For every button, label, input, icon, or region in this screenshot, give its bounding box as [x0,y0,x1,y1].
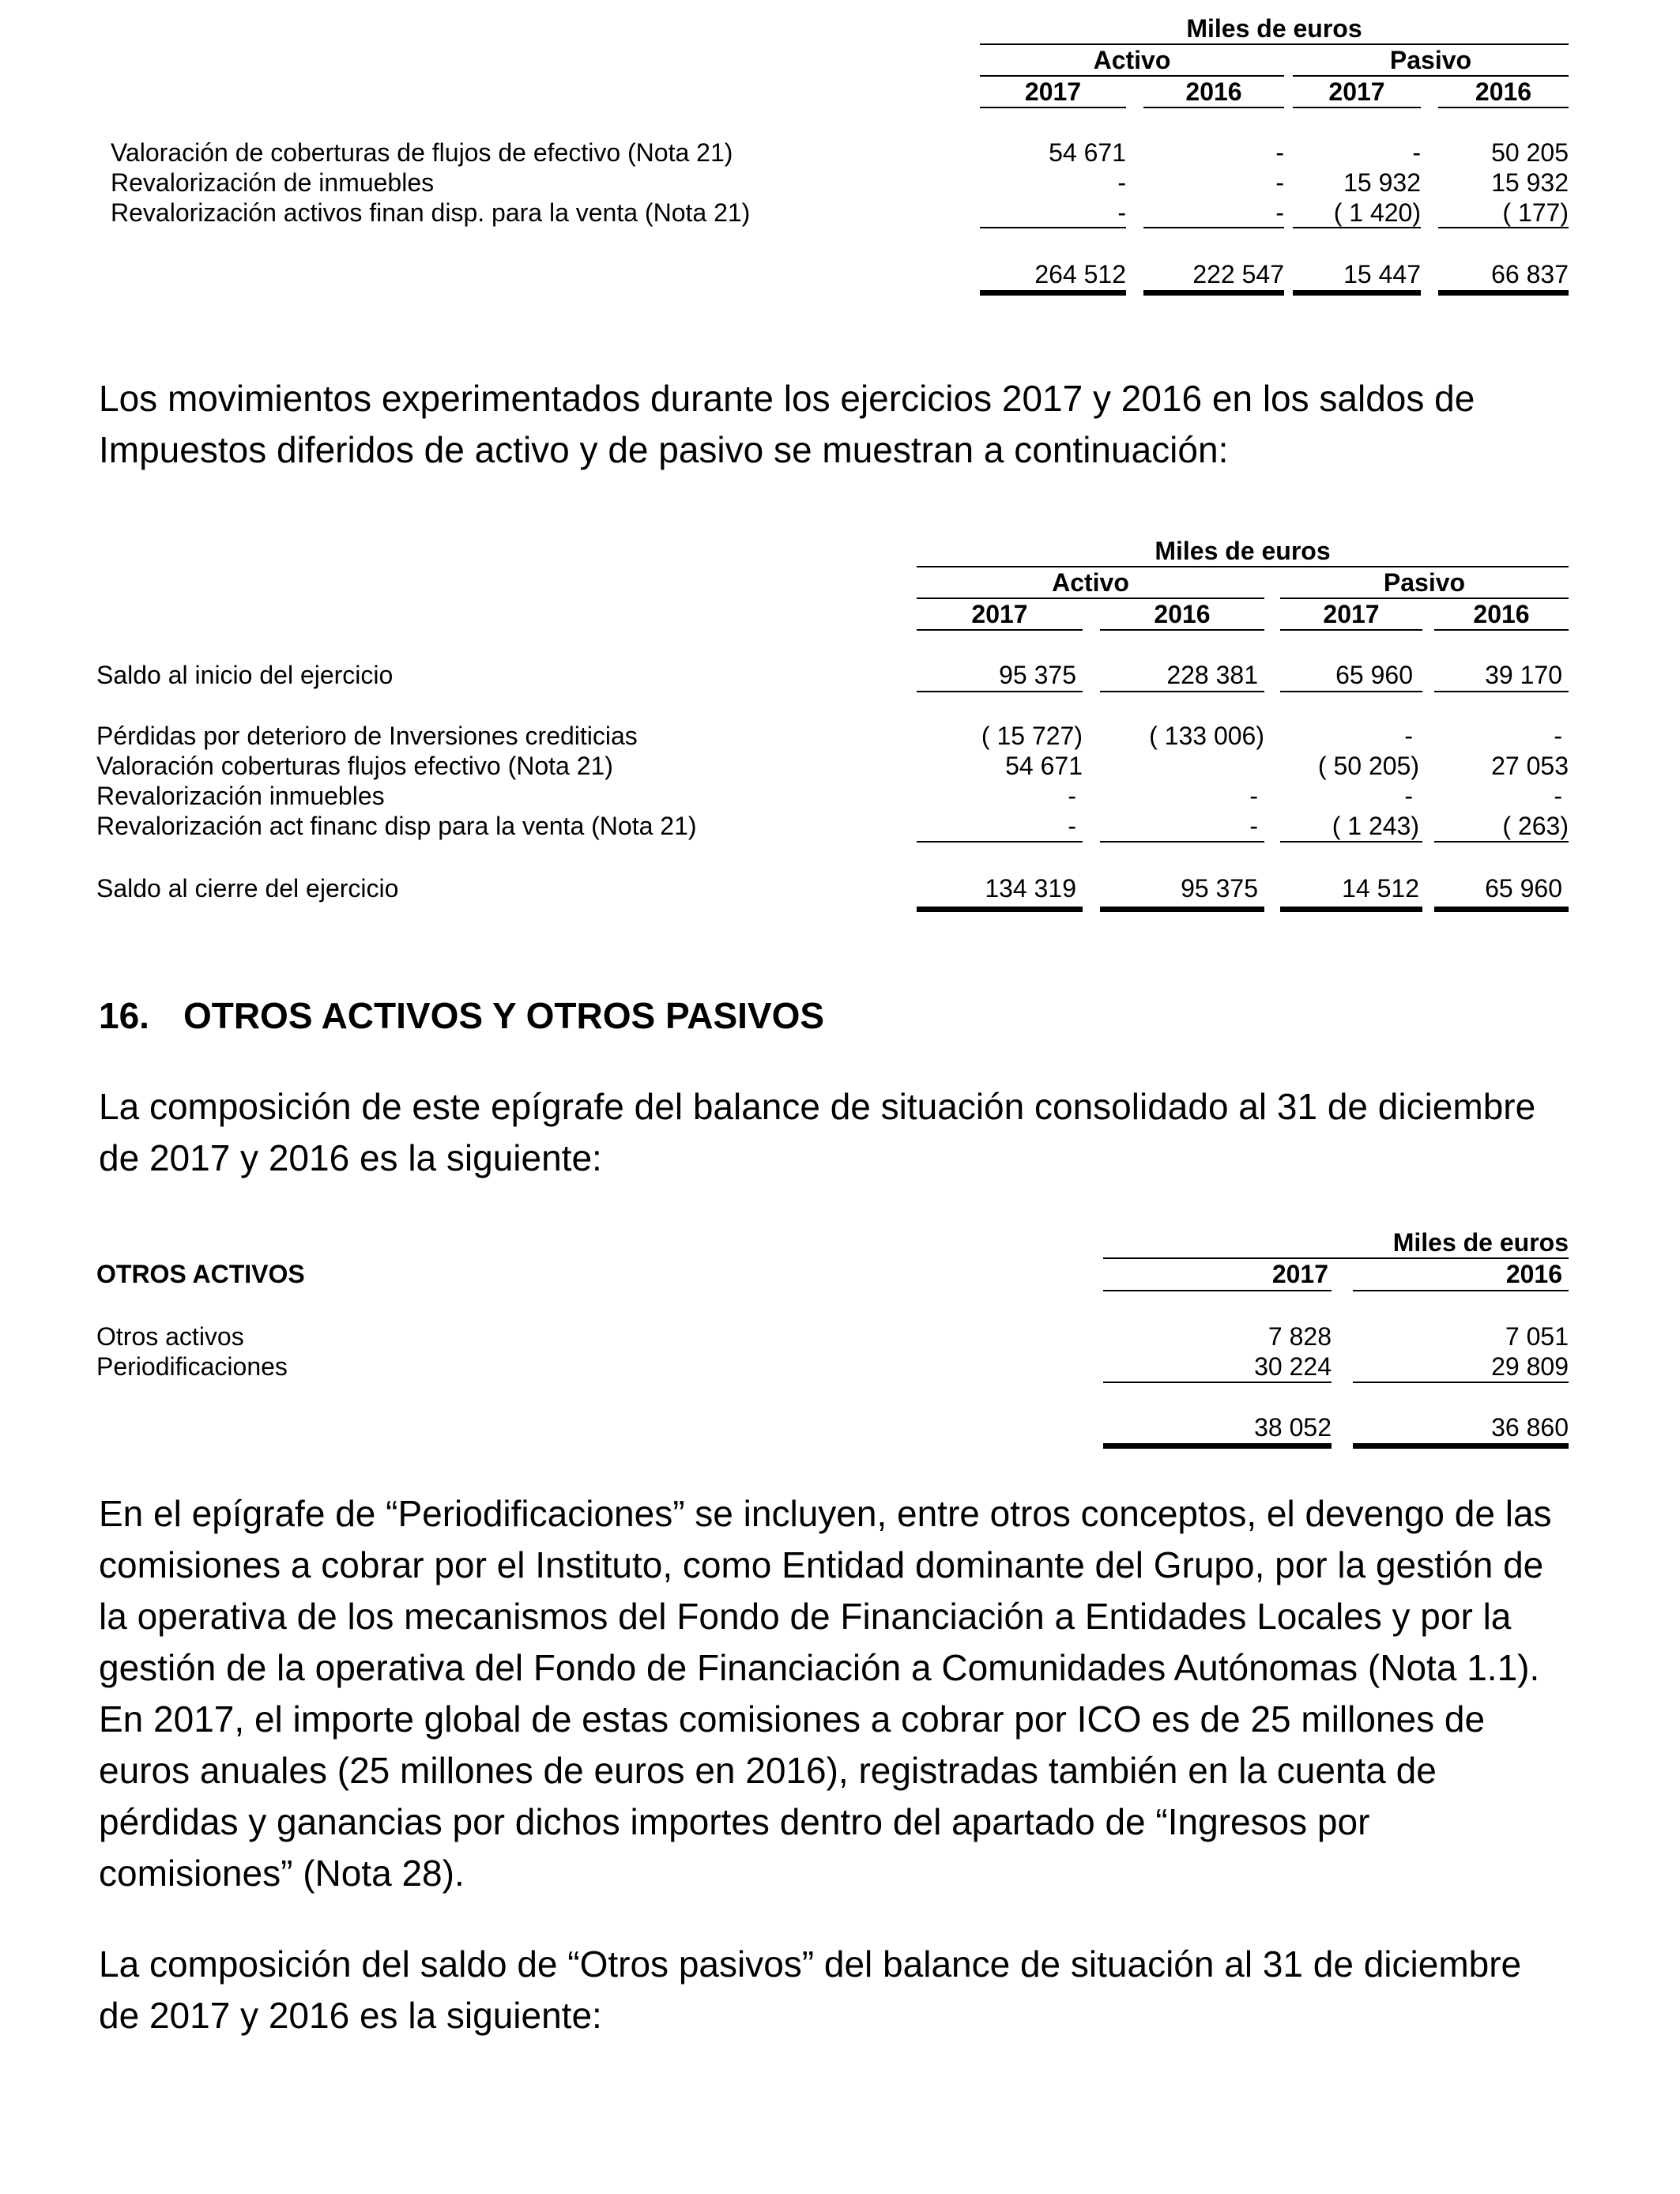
table-cell: 7 051 [1505,1322,1569,1351]
table3-year-header: 2016 [1505,1260,1562,1288]
table-cell: - [1412,138,1421,167]
table-row-label: Saldo al inicio del ejercicio [96,661,394,689]
table-total: 65 960 [1485,874,1562,903]
table-cell: ( 15 727) [981,722,1083,750]
table-total: 14 512 [1342,874,1419,903]
table2-group-pasivo: Pasivo [1383,568,1466,597]
table1-caption: Miles de euros [1186,14,1362,43]
table-row-label: Revalorización act financ disp para la venta (Nota 21) [96,812,697,840]
table-cell: ( 50 205) [1317,752,1419,780]
table-row-label: Saldo al cierre del ejercicio [96,874,399,903]
table-cell: - [1554,722,1562,750]
table-total: 66 837 [1491,260,1569,288]
table-cell: 50 205 [1491,138,1569,167]
table1-year-header: 2016 [1475,77,1532,106]
table-cell: 54 671 [1005,752,1083,780]
table-cell: - [1275,168,1284,197]
table2-caption: Miles de euros [1155,537,1331,565]
table-cell: - [1117,198,1126,227]
table-cell: 39 170 [1485,661,1562,689]
table-cell: ( 263) [1502,812,1569,840]
paragraph: La composición del saldo de “Otros pasivos” del balance de situación al 31 de diciembre de 2017 y 2016 es la siguiente: [99,1943,1522,2036]
table-row-label: Revalorización inmuebles [96,782,385,810]
table2-year-header: 2016 [1473,600,1530,628]
table-cell: ( 1 420) [1333,198,1421,227]
table1-group-activo: Activo [1093,46,1171,74]
table-cell: - [1404,722,1413,750]
table-cell: - [1068,782,1076,810]
table-cell: - [1275,138,1284,167]
table-row-label: Valoración coberturas flujos efectivo (Nota 21) [96,752,613,780]
table1-year-header: 2016 [1185,77,1242,106]
table-row-label: Pérdidas por deterioro de Inversiones crediticias [96,722,638,750]
table1-year-header: 2017 [1024,77,1082,106]
table3-title: OTROS ACTIVOS [96,1260,305,1288]
table-total: 38 052 [1254,1413,1332,1442]
table1-group-pasivo: Pasivo [1389,46,1472,74]
table-row-label: Periodificaciones [96,1352,288,1381]
table-total: 222 547 [1192,260,1284,288]
table-cell: 27 053 [1491,752,1569,780]
table-cell: 228 381 [1166,661,1258,689]
table-cell: 95 375 [999,661,1076,689]
table-row-label: Revalorización de inmuebles [111,168,435,197]
table-cell: - [1117,168,1126,197]
table-cell: - [1404,782,1413,810]
table-cell: - [1249,812,1258,840]
table-cell: 54 671 [1049,138,1126,167]
table3-year-header: 2017 [1271,1260,1328,1288]
table-row-label: Valoración de coberturas de flujos de efectivo (Nota 21) [111,138,733,167]
table-cell: - [1554,782,1562,810]
table-cell: ( 1 243) [1332,812,1419,840]
table2-group-activo: Activo [1052,568,1129,597]
paragraph: Los movimientos experimentados durante los ejercicios 2017 y 2016 en los saldos de Impuestos diferidos de activo y de pasivo se muestran a continuación: [99,378,1475,470]
table-total: 36 860 [1491,1413,1569,1442]
table3-caption: Miles de euros [1392,1228,1569,1257]
table-total: 134 319 [985,874,1076,903]
table-row-label: Otros activos [96,1322,244,1351]
paragraph: En el epígrafe de “Periodificaciones” se incluyen, entre otros conceptos, el devengo de las comisiones a cobrar por el Instituto, como Entidad dominante del Grupo, por la gestión de la operativa de los mecanismos del Fondo de Financiación a Entidades Locales y por la gestión de la operativa del Fondo de Financiación a Comunidades Autónomas (Nota 1.1). En 2017, el importe global de estas comisiones a cobrar por ICO es de 25 millones de euros anuales (25 millones de euros en 2016), registradas también en la cuenta de pérdidas y ganancias por dichos importes dentro del apartado de “Ingresos por comisiones” (Nota 28). [99,1493,1552,1894]
table-cell: 7 828 [1268,1322,1332,1351]
table-cell: - [1249,782,1258,810]
section-title: OTROS ACTIVOS Y OTROS PASIVOS [183,995,825,1036]
table-cell: 30 224 [1254,1352,1332,1381]
table-total: 95 375 [1181,874,1258,903]
table-row-label: Revalorización activos finan disp. para la venta (Nota 21) [111,198,751,227]
table-cell: 65 960 [1335,661,1413,689]
table-total: 264 512 [1034,260,1126,288]
table2-year-header: 2017 [1323,600,1380,628]
table-cell: 15 932 [1343,168,1421,197]
table-total: 15 447 [1343,260,1421,288]
table2-year-header: 2017 [971,600,1028,628]
table2-year-header: 2016 [1154,600,1211,628]
paragraph: La composición de este epígrafe del balance de situación consolidado al 31 de diciembre de 2017 y 2016 es la siguiente: [99,1086,1536,1178]
table-cell: ( 133 006) [1149,722,1264,750]
table-cell: 15 932 [1491,168,1569,197]
section-number: 16. [99,995,149,1036]
table-cell: 29 809 [1491,1352,1569,1381]
table-cell: ( 177) [1502,198,1569,227]
table-cell: - [1275,198,1284,227]
section-heading [99,993,824,1038]
table-cell: - [1068,812,1076,840]
table1-year-header: 2017 [1328,77,1385,106]
